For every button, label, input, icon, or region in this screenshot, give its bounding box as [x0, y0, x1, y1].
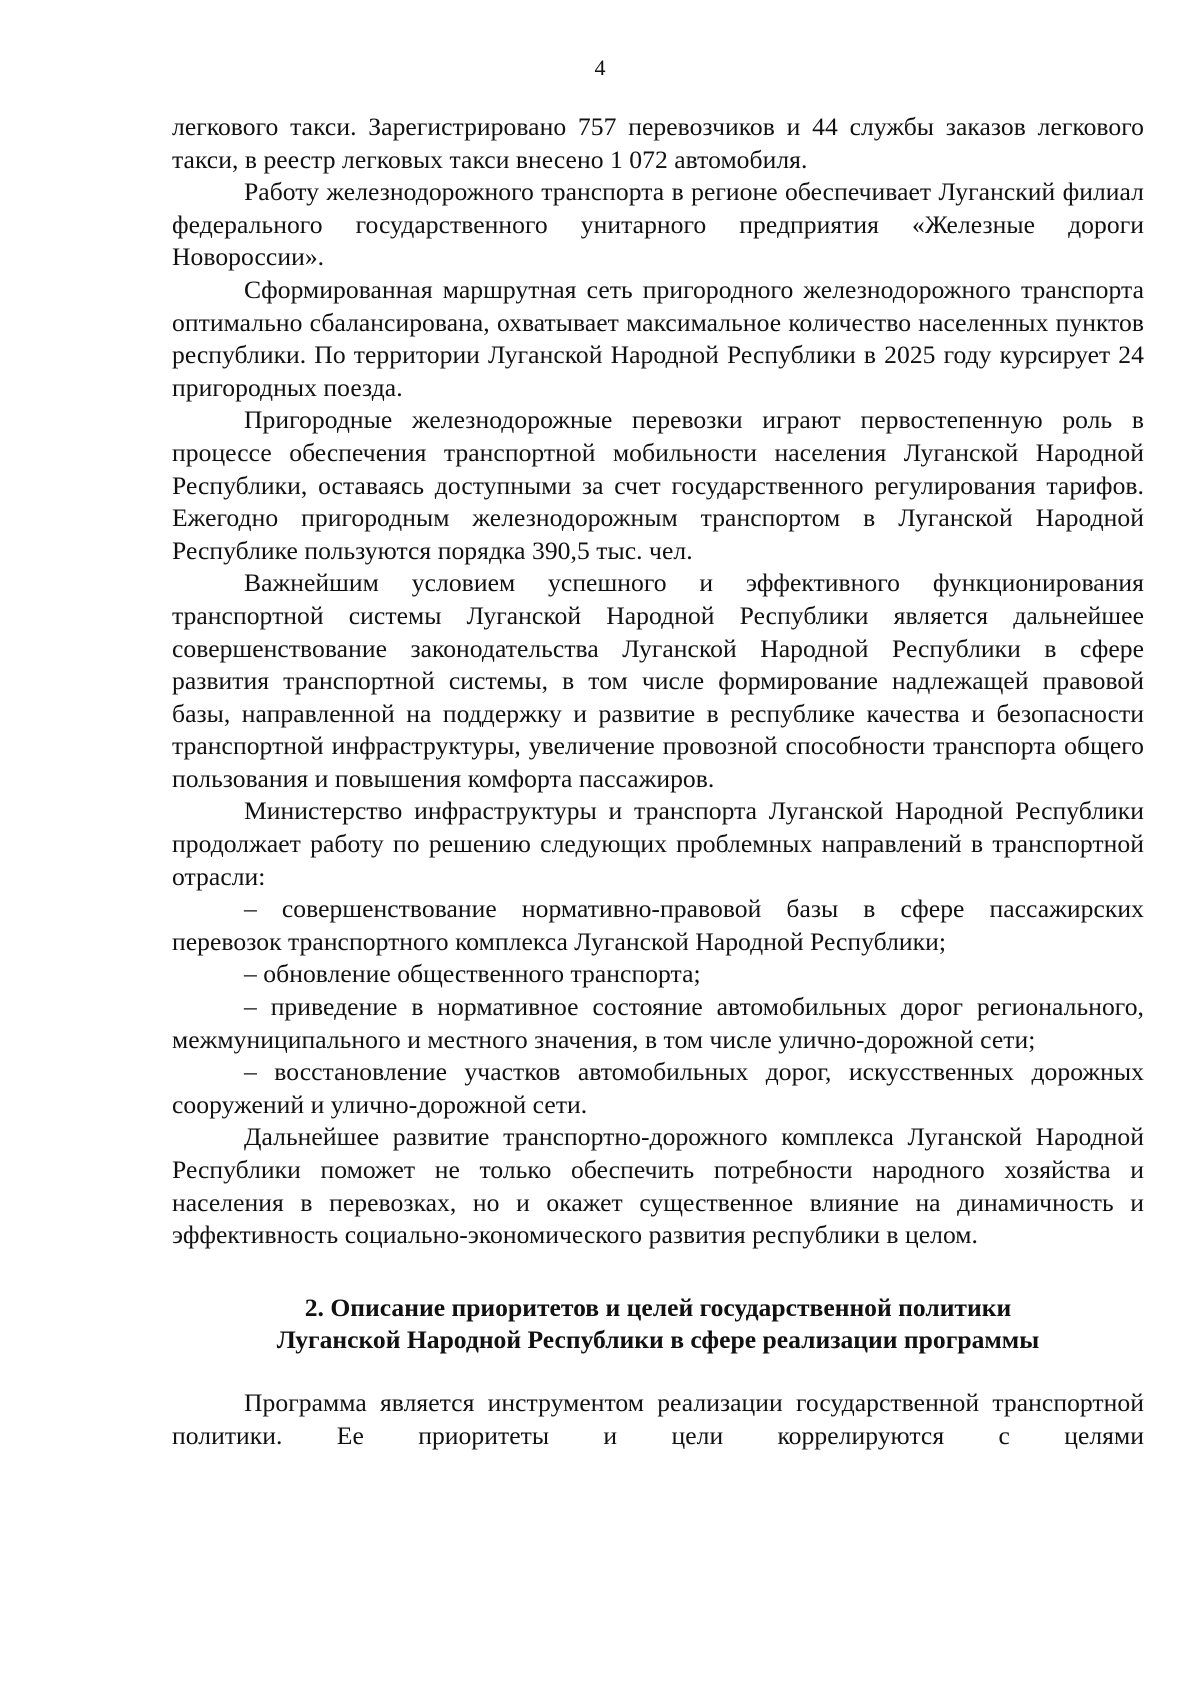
page-number: 4 [594, 55, 606, 80]
section-heading-line-2: Луганской Народной Республики в сфере реализации программы [276, 1325, 1040, 1355]
paragraph-program: Программа является инструментом реализации государственной транспортной политики. Ее приоритеты и цели коррелируются с целями [172, 1387, 1144, 1450]
section-heading [172, 1292, 1144, 1357]
paragraph-suburban-transport: Пригородные железнодорожные перевозки играют первостепенную роль в процессе обеспечения транспортной мобильности населения Луганской Народной Республики, оставаясь доступными за счет государственного регулирования тарифов. Ежегодно пригородным железнодорожным транспортом в Луганской Народной Республике пользуются порядка 390,5 тыс. чел. [172, 405, 1144, 565]
paragraph-ministry: Министерство инфраструктуры и транспорта Луганской Народной Республики продолжает работу по решению следующих проблемных направлений в транспортной отрасли: [172, 796, 1144, 891]
list-item-regulation: – совершенствование нормативно-правовой базы в сфере пассажирских перевозок транспортного комплекса Луганской Народной Республики; [172, 894, 1144, 956]
paragraph-development: Дальнейшее развитие транспортно-дорожного комплекса Луганской Народной Республики поможет не только обеспечить потребности народного хозяйства и населения в перевозках, но и окажет существенное влияние на динамичность и эффективность социально-экономического развития республики в целом. [172, 1122, 1144, 1250]
paragraph-legislation: Важнейшим условием успешного и эффективного функционирования транспортной системы Луганской Народной Республики является дальнейшее совершенствование законодательства Луганской Народной Республики в сфере развития транспортной системы, в том числе формирование надлежащей правовой базы, направленной на поддержку и развитие в республике качества и безопасности транспортной инфраструктуры, увеличение провозной способности транспорта общего пользования и повышения комфорта пассажиров. [172, 568, 1144, 793]
list-item-restoration: – восстановление участков автомобильных дорог, искусственных дорожных сооружений и улично-дорожной сети. [172, 1057, 1144, 1119]
list-item-public-transport: – обновление общественного транспорта; [244, 959, 701, 989]
paragraph-suburban-network: Сформированная маршрутная сеть пригородного железнодорожного транспорта оптимально сбалансирована, охватывает максимальное количество населенных пунктов республики. По территории Луганской Народной Республики в 2025 году курсирует 24 пригородных поезда. [172, 274, 1144, 402]
list-item-roads: – приведение в нормативное состояние автомобильных дорог регионального, межмуниципального и местного значения, в том числе улично-дорожной сети; [172, 992, 1144, 1054]
paragraph-railway-operator: Работу железнодорожного транспорта в регионе обеспечивает Луганский филиал федерального государственного унитарного предприятия «Железные дороги Новороссии». [172, 177, 1144, 272]
document-body [172, 111, 1144, 1452]
section-heading-line-1: 2. Описание приоритетов и целей государственной политики [304, 1292, 1012, 1322]
paragraph-taxi: легкового такси. Зарегистрировано 757 перевозчиков и 44 службы заказов легкового такси, в реестр легковых такси внесено 1 072 автомобиля. [172, 112, 1144, 174]
